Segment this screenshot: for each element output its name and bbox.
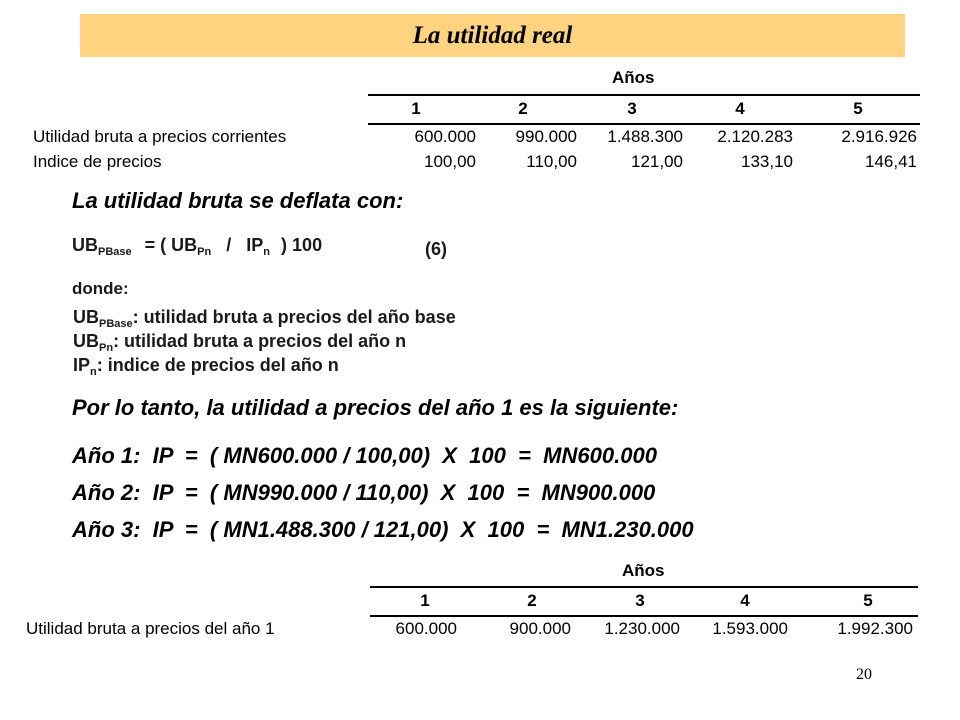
definition-text: : utilidad bruta a precios del año n — [113, 331, 407, 351]
table2-year: 4 — [740, 591, 750, 610]
definition-symbol: UB — [73, 307, 99, 327]
table1-cell: 2.916.926 — [841, 127, 917, 146]
table1-header-rule — [368, 94, 920, 96]
definition-item — [73, 307, 456, 330]
definition-item — [73, 355, 339, 378]
table2-years-rule — [370, 615, 918, 617]
deflation-formula — [72, 235, 322, 258]
formula-reference: (6) — [425, 239, 447, 259]
table2-cell: 600.000 — [395, 619, 457, 638]
definition-subscript: n — [90, 366, 97, 378]
table2-year: 1 — [420, 591, 430, 610]
table1-cell: 600.000 — [414, 127, 476, 146]
definition-item — [73, 331, 406, 354]
table1-cell: 110,00 — [526, 152, 577, 171]
table1-header: Años — [612, 68, 655, 87]
calculation-line: Año 1: IP = ( MN600.000 / 100,00) X 100 = MN600.000 — [72, 443, 657, 468]
formula-eq: = ( UB — [144, 235, 198, 255]
table1-row-label: Indice de precios — [33, 152, 162, 171]
donde-label: donde: — [72, 279, 129, 298]
formula-slash: / — [226, 235, 232, 255]
formula-ip-sub: n — [263, 246, 271, 258]
definition-text: : utilidad bruta a precios del año base — [132, 307, 456, 327]
table1-year: 2 — [518, 99, 528, 118]
therefore-statement: Por lo tanto, la utilidad a precios del año 1 es la siguiente: — [72, 395, 679, 420]
page-number: 20 — [856, 666, 872, 683]
table2-cell: 1.593.000 — [712, 619, 788, 638]
table1-years-rule — [368, 123, 920, 125]
table2-header-rule — [370, 586, 918, 588]
formula-ip: IP — [246, 235, 264, 255]
table2-cell: 900.000 — [509, 619, 571, 638]
table2-row-label: Utilidad bruta a precios del año 1 — [26, 619, 275, 638]
definition-subscript: Pn — [99, 342, 114, 354]
table2-header: Años — [622, 561, 665, 580]
table1-year: 5 — [853, 99, 863, 118]
table2-year: 2 — [527, 591, 537, 610]
table1-cell: 133,10 — [741, 152, 793, 171]
definition-subscript: PBase — [99, 318, 133, 330]
table1-row-label: Utilidad bruta a precios corrientes — [33, 127, 287, 146]
table1-year: 1 — [411, 99, 421, 118]
formula-ub: UB — [72, 235, 98, 255]
definition-symbol: IP — [73, 355, 91, 375]
table1-cell: 1.488.300 — [607, 127, 683, 146]
formula-close: ) 100 — [281, 235, 323, 255]
table2-year: 3 — [635, 591, 645, 610]
table2-year: 5 — [863, 591, 873, 610]
formula-ub-sub: PBase — [98, 246, 132, 258]
formula-ubpn-sub: Pn — [197, 246, 212, 258]
table2-cell: 1.992.300 — [837, 619, 913, 638]
table2-cell: 1.230.000 — [604, 619, 680, 638]
table1-year: 3 — [627, 99, 637, 118]
definition-symbol: UB — [73, 331, 99, 351]
slide-title-bar — [80, 14, 905, 57]
definition-text: : indice de precios del año n — [96, 355, 339, 375]
deflate-intro: La utilidad bruta se deflata con: — [72, 188, 404, 213]
table1-cell: 121,00 — [631, 152, 683, 171]
table1-cell: 2.120.283 — [717, 127, 793, 146]
table1-cell: 146,41 — [865, 152, 917, 171]
table1-cell: 100,00 — [424, 152, 476, 171]
calculation-line: Año 3: IP = ( MN1.488.300 / 121,00) X 100 = MN1.230.000 — [72, 517, 694, 542]
slide-title: La utilidad real — [412, 21, 573, 49]
calculation-line: Año 2: IP = ( MN990.000 / 110,00) X 100 = MN900.000 — [72, 480, 656, 505]
table1-year: 4 — [735, 99, 745, 118]
table1-cell: 990.000 — [515, 127, 577, 146]
